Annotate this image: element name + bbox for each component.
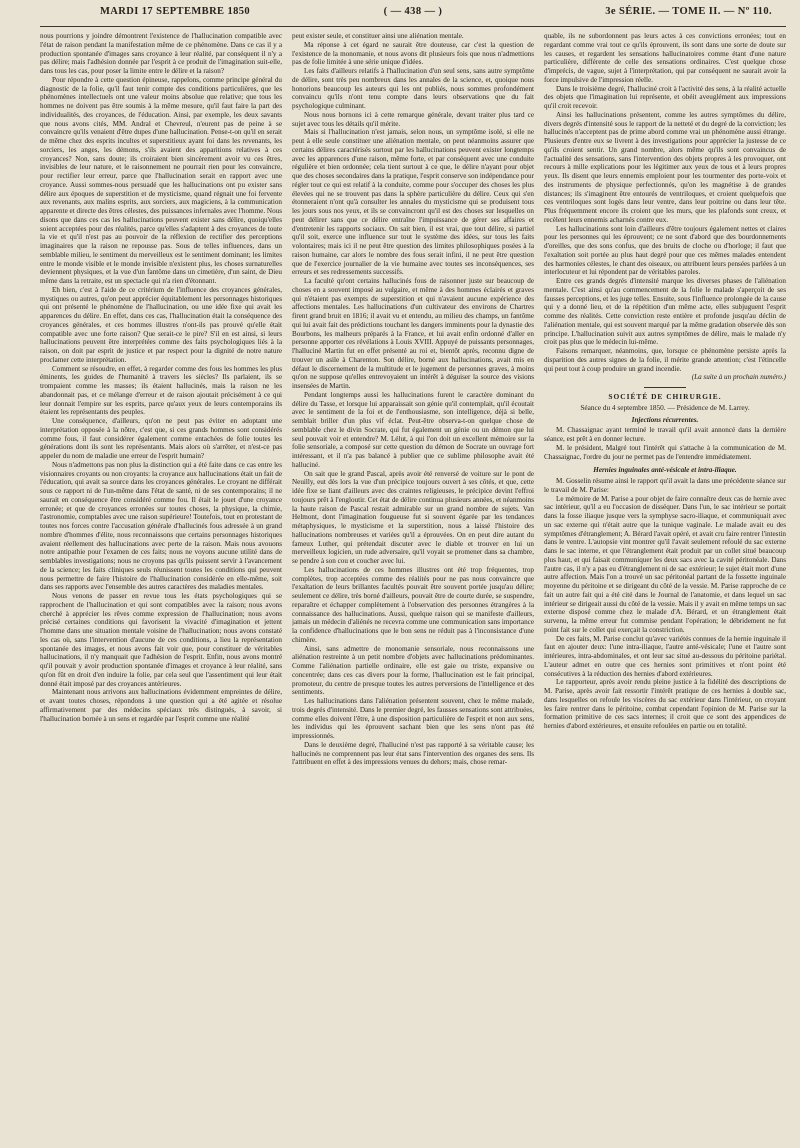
paragraph: Le rapporteur, après avoir rendu pleine justice à la fidélité des descriptions de M. Parise, après avoir fait ressortir l'intérêt pratique de ces hernies à double sac, dans lesquelles on refoule les viscères du sac extérieur dans l'intérieur, on croyant les faire rentrer dans le péritoine, combat cependant l'opinion de M. Parise sur la formation primitive de ces sacs internes; il croit que ce sont des appendices de hernies d'abord extérieures, et ensuite refoulées en partie ou en totalité. <box>544 678 786 730</box>
paragraph: M. Chassaignac ayant terminé le travail qu'il avait annoncé dans la dernière séance, est prêt à en donner lecture. <box>544 426 786 443</box>
paragraph: Pendant longtemps aussi les hallucinations furent le caractère dominant du délire du Tasse, et lorsque lui apparaissait son génie qu'il contemplait, qu'il écoutait avec le sentiment de la foi et de l'enthousiasme, son intelligence, déjà si belle, semblait briller d'un plus vif éclat. Peut-être observa-t-on quelque chose de semblable chez le divin Socrate, qui fut également un génie ou un démon que lui seul pouvait voir et entendre? M. Lélut, à qui l'on doit un excellent mémoire sur la folie sensoriale, a composé sur cette question du démon de Socrate un ouvrage fort intéressant, et il n'a pas balancé à publier que ce sublime philosophe avait été halluciné. <box>292 390 534 469</box>
paragraph: Entre ces grands degrés d'intensité marque les diverses phases de l'aliénation mentale. C'est ainsi qu'au commencement de la folie le malade s'aperçoit de ses fausses perceptions, et les juge telles. Ensuite, sous l'influence prolongée de la cause qui y a donné lieu, et de la répétition d'un même acte, elles subjuguent l'esprit comme des réalités. Cette conviction reste entière et profonde jusqu'au déclin de l'aliénation mentale, qui est souvent marqué par la même gradation observée dès son principe. L'hallucination suivit aux autres symptômes de délire, mais le malade n'y croit pas plus que le médecin lui-même. <box>544 277 786 347</box>
paragraph: Dans le deuxième degré, l'halluciné n'est pas rapporté à sa véritable cause; les hallucinés ne comprennent pas leur état sans l'intervention des organes des sens. Ils l'attribuent en effet à des impressions venues du dehors; mais, chose remar- <box>292 740 534 767</box>
header-date: MARDI 17 SEPTEMBRE 1850 <box>100 6 251 17</box>
paragraph: Le mémoire de M. Parise a pour objet de faire connaître deux cas de hernie avec sac intérieur, qu'il a eu l'occasion de disséquer. Dans l'un, le sac intérieur se portait dans la fosse iliaque jusque vers la symphyse sacro-iliaque, et communiquait avec un sac externe qui n'était autre que la tunique vaginale. Le malade avait eu des symptômes d'étranglement; A. Bérard l'avait opéré, et avait cru faire rentrer l'intestin dans le ventre. L'autopsie vint montrer qu'il l'avait seulement refoulé du sac externe dans le sac interne, et que l'étranglement était produit par un collet situé beaucoup plus haut, et qui faisait communiquer les deux sacs avec la cavité péritonéale. Dans l'autre cas, il n'y a pas eu d'étranglement ni de sac extérieur; le sujet était mort d'une autre affection. Mais l'on a trouvé un sac péritonéal partant de la fossette inguinale moyenne du péritoine et se dirigeant du côté de la vessie. M. Parise rapproche de ce fait un autre fait qui a été cité dans le Journal de l'anatomie, et dans lequel un sac intérieur se dirigeait aussi du côté de la vessie. Mais il y avait en même temps un sac externe disposé comme chez le malade d'A. Bérard, et un étranglement était survenu, la même erreur fut commise pendant l'opération; le débridement ne fut point fait sur le collet qui exerçait la constriction. <box>544 494 786 634</box>
paragraph: Pour répondre à cette question épineuse, rappelons, comme principe général du diagnostic de la folie, qu'il faut tenir compte des conditions particulières, que les phénomènes intellectuels ont une valeur moins absolue que relative; que tous les hommes ne doivent pas être soumis à la même mesure, qu'il faut faire la part des individualités, des croyances, de l'éducation. Ainsi, par exemple, les deux savants que nous avons cités, MM. Andral et Chevreul, n'eurent pas de peine à se convaincre qu'ils venaient d'être dupes d'une hallucination. Pense-t-on qu'il en serait de même chez des esprits incultes et superstitieux ayant foi dans les revenants, les sorciers, les anges, les démons, s'ils avaient des apparitions relatives à ces croyances? Non, sans doute; ils croiraient bien sincèrement avoir vu ces êtres, invisibles de leur nature, et le raisonnement ne pourrait rien pour les convaincre, pour rectifier leur erreur, parce que l'hallucination serait en rapport avec une croyance. Aussi sommes-nous persuadé que les hallucinations ont pu exister sans délire aux époques de superstition et de mysticisme, quand régnait une foi fervente aux revenants, aux malins esprits, aux sorciers, aux magiciens, à la communication apparente et directe des êtres célestes, des puissances infernales avec l'homme. Nous disons que dans ces cas les hallucinations peuvent exister sans délire, quoiqu'elles soient acceptées pour des réalités, parce qu'elles s'adaptent à des croyances de toute la vie et qu'il n'est pas au pouvoir de la réflexion de rectifier des perceptions imaginaires que la raison ne repousse pas. Sous de telles influences, dans un semblable milieu, le sentiment du merveilleux est le sentiment dominant; les limites entre le monde visible et le monde invisible n'existent plus, les choses surnaturelles deviennent physiques, et la vue d'un fantôme dans un cimetière, d'un saint, de Dieu même dans la retraite, est un spectacle qui n'a rien d'étonnant. <box>40 75 282 285</box>
column-3 <box>544 32 786 1140</box>
column-1 <box>40 32 282 1140</box>
paragraph: Nous venons de passer en revue tous les états psychologiques qui se rapprochent de l'hallucination et qui sont compatibles avec la raison; nous avons cherché à apprécier les rêves comme expression de l'hallucination; nous avons précisé certaines conditions qui favorisent la vivacité d'imagination et jettent l'homme dans une situation mentale voisine de l'hallucination; nous avons constaté les cas où, sans l'intervention d'aucune de ces conditions, a lieu la représentation spontanée des images, et nous avons fait voir que, pour constituer de véritables hallucinations, il n'y manquait que l'adhésion de l'esprit. Enfin, nous avons montré qu'il pouvait y avoir production spontanée d'images et croyance à leur réalité, sans qu'on fût en droit d'en induire la folie, par cela seul que l'assentiment qui leur était donné était imposé par des croyances antérieures. <box>40 592 282 688</box>
session-line: Séance du 4 septembre 1850. — Présidence de M. Larrey. <box>580 402 750 412</box>
page-header <box>40 0 786 27</box>
column-2 <box>292 32 534 1140</box>
section-title: SOCIÉTÉ DE CHIRURGIE. <box>608 392 722 401</box>
continued-note: (La suite à un prochain numéro.) <box>691 373 786 382</box>
paragraph: Nous nous bornons ici à cette remarque générale, devant traiter plus tard ce sujet avec tous les détails qu'il mérite. <box>292 110 534 128</box>
paragraph: Eh bien, c'est à l'aide de ce critérium de l'influence des croyances générales, mystiques ou autres, qu'on peut apprécier équitablement les personnages historiques qui ont présenté le phénomène de l'hallucination, ou une idée fixe qui avait les apparences du délire. En effet, dans ces cas, l'hallucination était la conséquence des croyances générales, et ces hommes illustres n'ont-ils pas prouvé qu'elle était compatible avec une forte raison? Que serait-ce le pire? S'il en est ainsi, si leurs hallucinations peuvent être interprétées comme des faits psychologiques liés à la raison, on doit par esprit de justice et par respect pour la dignité de notre nature proclamer cette interprétation. <box>40 285 282 364</box>
paragraph: peut exister seule, et constituer ainsi une aliénation mentale. <box>292 32 464 40</box>
paragraph: quable, ils ne subordonnent pas leurs actes à ces convictions erronées; tout en regardant comme vrai tout ce qu'ils éprouvent, ils sont dans une sorte de doute sur les causes, et regardent les sensations hallucinatoires comme étant d'une nature particulière, différente de celle des sensations ordinaires. C'est quelque chose d'imprécis, de vague, sujet à l'interprétation, qui par conséquent ne saurait avoir la force impulsive de l'impression réelle. <box>544 32 786 84</box>
paragraph: La faculté qu'ont certains hallucinés fous de raisonner juste sur beaucoup de choses en a souvent imposé au vulgaire, et même à des hommes éclairés et graves qui n'étaient pas exempts de superstition et qui n'avaient aucune expérience des affections mentales. Les hallucinations d'un cultivateur des environs de Chartres firent grand bruit en 1816; il avait vu et entendu, au milieu des champs, un fantôme qui lui avait fait des prédictions touchant les dangers imminents pour la dynastie des Bourbons, les malheurs préparés à la France, et lui avait enfin ordonné d'aller en personne apporter ces révélations à Louis XVIII. Appuyé de puissants personnages, l'halluciné Martin fut en effet présenté au roi et, bientôt après, reconnu digne de trouver un asile à Charenton. Son délire, borné aux hallucinations, avait mis en défaut le discernement de la multitude et le jugement de personnes graves, à moins qu'on ne suppose qu'elles entrevoyaient un intérêt à déguiser la source des visions insensées de Martin. <box>292 277 534 390</box>
paragraph: M. le président, Malgré tout l'intérêt qui s'attache à la communication de M. Chassaignac, l'ordre du jour ne permet pas de l'entendre immédiatement. <box>544 443 786 461</box>
paragraph: nous pourrions y joindre démontrent l'existence de l'hallucination compatible avec l'état de raison pendant la manifestation même de ce phénomène. Dans ce cas il y a production spontanée d'images sans croyance à leur réalité, par conséquent il n'y a pas délire; mais l'adhésion donnée par l'esprit à ce produit de l'imagination suit-elle, dans tous les cas, pour poser la limite entre le délire et la raison? <box>40 32 282 75</box>
paragraph: Les hallucinations dans l'aliénation présentent souvent, chez le même malade, trois degrés d'intensité. Dans le premier degré, les fausses sensations sont attribuées, comme elles doivent l'être, à une disposition particulière de l'esprit et non aux sens, les individus qui les éprouvent sachant bien que les sens n'ont pas été impressionnés. <box>292 697 534 740</box>
divider <box>644 387 686 388</box>
paragraph: Ainsi les hallucinations présentent, comme les autres symptômes du délire, divers degrés d'intensité sous le rapport de la netteté et du degré de la conviction; les hallucinés n'acceptent pas de prime abord comme vrai un phénomène aussi étrange. Plusieurs d'entre eux se livrent à des investigations pour apprécier la justesse de ce qu'ils croient sentir. Un grand nombre, alors même qu'ils sont convaincus de l'actualité des sensations, sans l'intervention des objets propres à les provoquer, ont recours à mille explications pour les légitimer aux yeux de tous et à leurs propres yeux. Ils disent que leurs ennemis emploient pour les tourmenter des porte-voix et des instruments de physique perfectionnés, qu'on les magnétise à de grandes distances; ils s'imaginent être entourés de ventriloques, et croient quelquefois que ces ventriloques sont logés dans leur ventre, dans leur poitrine ou dans leur tête. Plus fréquemment encore ils croient que les murs, que les plafonds sont creux, et recèlent leurs ennemis acharnés contre eux. <box>544 110 786 224</box>
paragraph: Ma réponse à cet égard ne saurait être douteuse, car c'est la question de l'existence de la monomanie, et nous avons dit plusieurs fois que nous n'admettions pas de folie limitée à une série unique d'idées. <box>292 40 534 67</box>
paragraph: Ainsi, sans admettre de monomanie sensoriale, nous reconnaissons une aliénation restreinte à un petit nombre d'objets avec hallucinations prédominantes. Comme l'aliénation partielle ordinaire, elle est gaie ou triste, expansive ou concentrée; dans ces cas divers pour la forme, l'hallucination est le fait principal, promoteur, du centre de presque toutes les autres perversions de l'intelligence et des sentiments. <box>292 644 534 697</box>
paragraph: On sait que le grand Pascal, après avoir été renversé de voiture sur le pont de Neuilly, eut dès lors la vue d'un précipice toujours ouvert à ses côtés, et que, cette idée fixe se liant d'ailleurs avec des craintes religieuses, le précipice devint l'effroi toujours prêt à l'engloutir. Cet état de délire continua plusieurs années, et néanmoins la haute raison de Pascal restait admirable sur un grand nombre de sujets. Van Helmont, dont l'imagination fougueuse fut si souvent égarée par les tendances métaphysiques, le mysticisme et la superstition, nous a laissé l'histoire des hallucinations nombreuses et variées qu'il a éprouvées. On en peut dire autant du fameux Luther, qui prétendait discuter avec le diable et trouver en lui un merveilleux logicien, un rude adversaire, qu'il voyait se promener dans sa chambre, se pendre à son cou et coucher avec lui. <box>292 469 534 565</box>
paragraph: Les hallucinations sont loin d'ailleurs d'être toujours également nettes et claires pour les personnes qui les éprouvent; ce ne sont d'abord que des bourdonnements d'oreilles, que des sons confus, que des bruits de cloche ou d'horloge; il faut que l'exaltation soit portée au plus haut degré pour que ces mêmes malades entendent des harmonies célestes, le chant des oiseaux, ou attribuent leurs pensées parlées à un interlocuteur et lui répondent par de véritables paroles. <box>544 224 786 277</box>
paragraph: M. Gosselin résume ainsi le rapport qu'il avait la dans une précédente séance sur le travail de M. Parise: <box>544 477 786 494</box>
subheading: Hernies inguinales anté-vésicale et intra-iliaque. <box>593 466 737 475</box>
paragraph: Une conséquence, d'ailleurs, qu'on ne peut pas éviter en adoptant une interprétation opposée à la nôtre, c'est que, si ces grands hommes sont considérés comme fous, il faut considérer également comme entachées de folie toutes les générations dont ils sont les représentants. Mais alors où s'arrêter, et n'est-ce pas appeler du nom de maladie une erreur de l'esprit humain? <box>40 417 282 460</box>
paragraph: Mais si l'hallucination n'est jamais, selon nous, un symptôme isolé, si elle ne peut à elle seule constituer une aliénation mentale, on peut néanmoins assurer que certains délires caractérisés surtout par les hallucinations peuvent exister longtemps avec les apparences d'une raison, même forte, et par conséquent avec une conduite régulière et bien ordonnée; cela tient surtout à ce que, le délire n'ayant pour objet que des choses secondaires dans la pratique, l'esprit conserve son indépendance pour régler tout ce qui est relatif à la conduite, comme pour s'occuper des choses les plus élevées qui ne se trouvent pas dans la sphère particulière du délire. Ceux qui s'en étonneraient n'ont qu'à consulter les annales du mysticisme qui se produisent tous les jours sous nos yeux, et ils se convaincront qu'il est des choses sur lesquelles on peut délirer sans que ce délire entraîne l'impuissance de gérer ses affaires et d'entretenir les rapports sociaux. On sait bien, il est vrai, que tout délire, si partiel qu'il soit, exerce une influence sur tout le système des idées, sur tous les faits volontaires; mais ici il ne peut être question des limites philosophiques posées à la raison humaine, car alors le nombre des fous serait infini, il ne peut être question que de l'exercice journalier de la vie humaine avec toutes ses inconséquences, ses erreurs et ses redressements successifs. <box>292 128 534 277</box>
subheading: Injections récurrentes. <box>631 415 699 424</box>
paragraph: Nous n'admettons pas non plus la distinction qui a été faite dans ce cas entre les visionnaires croyants ou non croyants: la croyance aux hallucinations était un fait de l'éducation, qui avait sa source dans les croyances générales. Le croyant ne différait sous ce rapport ni de l'un-même dans l'état de santé, ni de ses contemporains; il ne saurait en conséquence être considéré comme fou. Il était le jouet d'une croyance erronée; et que de croyances erronées sur toutes choses, la physique, la chimie, l'astronomie, comptables avec une raison supérieure! Toutefois, tout en protestant de toutes nos forces contre l'accusation générale d'hallucinés fous adressée à un grand nombre d'hommes d'élite, nous reconnaissons que certains personnages historiques avaient réellement des hallucinations avec perte de la raison. Mais nous avouons notre antipathie pour l'examen de ces faits; nous ne voyons aucune utilité dans de semblables investigations; nous ne croyons pas qu'ils puissent servir à l'avancement de la science; les faits cliniques seuls réunissent toutes les conditions qui peuvent nous permettre de faire l'histoire de l'hallucination considérée en elle-même, soit dans ses rapports avec l'ensemble des autres caractères des maladies mentales. <box>40 460 282 592</box>
paragraph: Maintenant nous arrivons aux hallucinations évidemment empreintes de délire, et avant toutes choses, répondons à une question qui a été agitée et résolue affirmativement par des médecins spéciaux très distingués, à savoir, si l'hallucination bornée à un sens et regardée par l'esprit comme une réalité <box>40 688 282 723</box>
header-page-number: ( — 438 — ) <box>383 6 443 17</box>
header-series: 3e SÉRIE. — TOME II. — Nº 110. <box>605 6 772 17</box>
article-columns <box>40 32 786 1140</box>
paragraph: De ces faits, M. Parise conclut qu'avec variétés connues de la hernie inguinale il faut en ajouter deux: l'une intra-iliaque, l'autre anté-vésicale; l'une et l'autre sont intérieures, intra-abdominales, et ont leur sac situé au-dessous du péritoine pariétal. L'auteur admet en outre que ces hernies sont primitives et n'ont point été consécutives à la réduction des hernies d'abord extérieures. <box>544 634 786 678</box>
paragraph: Dans le troisième degré, l'halluciné croit à l'activité des sens, à la réalité actuelle des objets que l'imagination lui représente, et obéit aveuglément aux impressions qu'il croit recevoir. <box>544 84 786 110</box>
paragraph: Faisons remarquer, néanmoins, que, lorsque ce phénomène persiste après la disparition des autres signes de la folie, il mérite grande attention; c'est l'étincelle qui peut tout à coup produire un grand incendie. <box>544 347 786 373</box>
paragraph: Comment se résoudre, en effet, à regarder comme des fous les hommes les plus éminents, les guides de l'humanité à travers les siècles? Ils parlaient, ils se trompaient comme les masses; ils étaient hallucinés, mais la raison ne les abandonnait pas, et ce mélange d'erreur et de raison ajoutait précisément à ce qui leur donnait l'empire sur les esprits, parce qu'aux yeux de leurs contemporains ils étaient les représentants des peuples. <box>40 364 282 417</box>
paragraph: Les faits d'ailleurs relatifs à l'hallucination d'un seul sens, sans autre symptôme de délire, sont très peu nombreux dans les annales de la science, et, quoique nous honorions beaucoup les auteurs qui les ont publiés, nous sommes profondément convaincu qu'ils n'ont tenu compte dans leurs observations que du fait psychologique culminant. <box>292 67 534 110</box>
paragraph: Les hallucinations de ces hommes illustres ont été trop fréquentes, trop complètes, trop acceptées comme des réalités pour ne pas nous convaincre que l'exaltation de leurs brillantes facultés pouvait être souvent portée jusqu'au délire; seulement ce délire, très borné d'ailleurs, pouvait être de courte durée, se suspendre, reparaître et échapper complètement à l'observation des personnes étrangères à la connaissance des hallucinations. Aussi, quelque raison qui se manifeste d'ailleurs, jamais un médecin d'aliénés ne recevra comme une communication sans importance la confidence d'hallucinations que le bon sens ne réduit pas à l'inconsistance d'une chimère. <box>292 565 534 644</box>
